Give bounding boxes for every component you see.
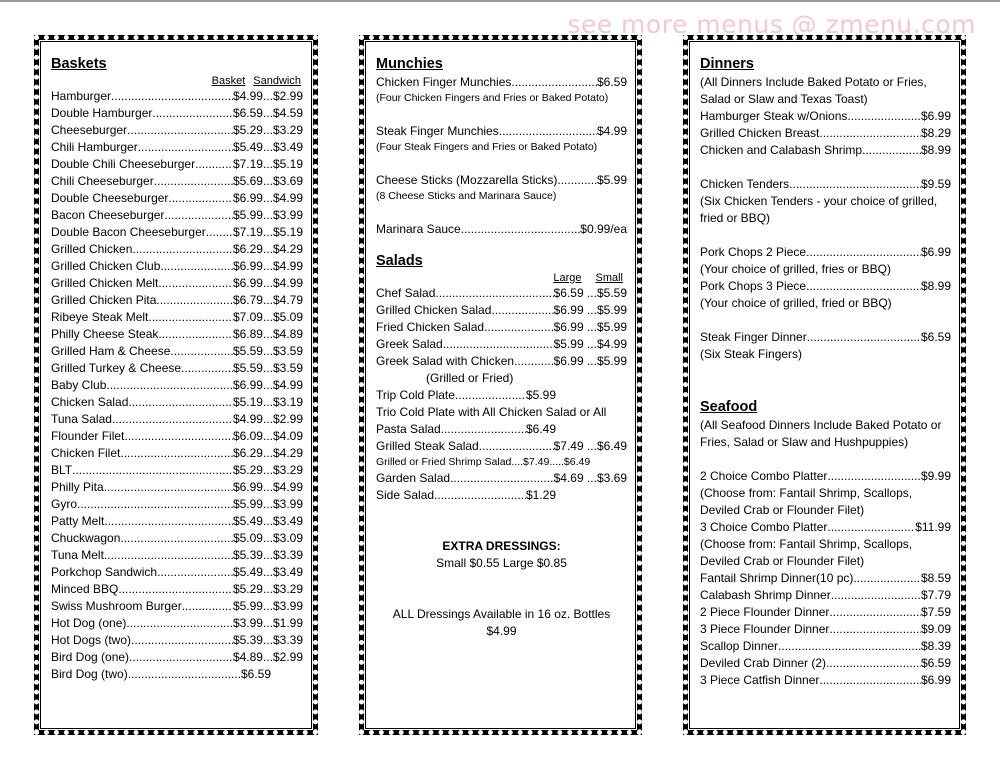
item-note: fried or BBQ) — [700, 211, 771, 225]
item-price: $5.49... — [232, 565, 273, 579]
list-item — [51, 207, 303, 224]
item-name: Hot Dog (one) — [51, 616, 127, 630]
item-price: $9.09 — [920, 622, 951, 636]
item-price: $5.59... — [232, 361, 273, 375]
item-note: Deviled Crab or Flounder Filet) — [700, 503, 865, 517]
list-item — [51, 241, 303, 258]
item-name: Steak Finger Munchies — [376, 124, 499, 138]
item-name: Hamburger — [51, 89, 112, 103]
list-item — [376, 438, 627, 455]
item-price: $6.59... — [232, 106, 273, 120]
list-item — [700, 587, 951, 604]
item-price: $6.59 — [240, 667, 271, 681]
item-price: $8.39 — [920, 639, 951, 653]
item-name: Grilled Steak Salad — [376, 439, 479, 453]
item-price: $6.99 ... — [553, 354, 597, 368]
list-item — [51, 258, 303, 275]
item-name: Grilled Chicken Salad — [376, 303, 492, 317]
item-price: $5.49... — [232, 514, 273, 528]
item-name: Chicken Salad — [51, 395, 129, 409]
item-name: Baby Club — [51, 378, 107, 392]
item-name: 3 Piece Catfish Dinner — [700, 673, 820, 687]
item-price-secondary: $3.69 — [596, 471, 627, 485]
item-price-secondary: $4.99 — [272, 259, 303, 273]
list-item — [376, 74, 627, 91]
item-price: $5.49... — [232, 140, 273, 154]
item-price-secondary: $5.99 — [596, 303, 627, 317]
list-item — [700, 142, 951, 159]
item-name: Double Chili Cheeseburger — [51, 157, 196, 171]
item-name: Bird Dog (two) — [51, 667, 128, 681]
list-item — [51, 632, 303, 649]
salads-title: Salads — [376, 253, 423, 269]
item-price-secondary: $4.99 — [272, 378, 303, 392]
list-item — [51, 547, 303, 564]
item-note: (Four Steak Fingers and Fries or Baked Potato) — [376, 141, 598, 153]
list-item — [376, 172, 627, 189]
item-name: Grilled Chicken — [51, 242, 133, 256]
item-name: Greek Salad — [376, 337, 443, 351]
list-item: Trip Cold Plate ..... $5.99 — [376, 387, 627, 404]
item-price: $8.59 — [920, 571, 951, 585]
list-item: Steak Finger Dinner ..... $6.59 — [700, 329, 951, 346]
item-name: Minced BBQ — [51, 582, 119, 596]
item-price: $7.19... — [232, 225, 273, 239]
list-item — [51, 122, 303, 139]
list-item: Pork Chops 3 Piece ..... $8.99 — [700, 278, 951, 295]
item-name: Philly Cheese Steak — [51, 327, 159, 341]
item-price: $6.99 — [920, 109, 951, 123]
item-price-secondary: $4.99 — [272, 191, 303, 205]
top-divider — [0, 0, 1000, 2]
item-note: (Choose from: Fantail Shrimp, Scallops, — [700, 537, 913, 551]
item-price: $4.99... — [232, 412, 273, 426]
item-name: Chicken Filet — [51, 446, 121, 460]
baskets-title: Baskets — [51, 56, 107, 72]
seafood-title: Seafood — [700, 399, 758, 415]
item-price-secondary: $4.99 — [272, 480, 303, 494]
list-item — [51, 275, 303, 292]
item-price: $5.29... — [232, 463, 273, 477]
list-item — [376, 421, 627, 438]
item-price-secondary: $2.99 — [272, 650, 303, 664]
item-price-secondary — [556, 487, 627, 504]
item-price: $6.59 — [596, 75, 627, 89]
item-name: 2 Piece Flounder Dinner — [700, 605, 830, 619]
item-name: Hamburger Steak w/Onions — [700, 109, 848, 123]
item-price: $6.59 ... — [553, 286, 597, 300]
list-item — [51, 88, 303, 105]
item-name: Scallop Dinner — [700, 639, 779, 653]
munchies-list — [376, 74, 627, 238]
list-item — [51, 105, 303, 122]
watermark: see more menus @ zmenu.com — [567, 10, 976, 39]
item-price-secondary: $3.99 — [272, 599, 303, 613]
item-price: $4.99 — [596, 124, 627, 138]
item-name: Hot Dogs (two) — [51, 633, 132, 647]
item-name: Gyro — [51, 497, 78, 511]
list-item — [700, 621, 951, 638]
item-price-secondary: $4.09 — [272, 429, 303, 443]
item-name: Double Cheeseburger — [51, 191, 169, 205]
item-price: $5.99... — [232, 208, 273, 222]
item-price: $5.09... — [232, 531, 273, 545]
item-price: $6.59 — [920, 656, 951, 670]
item-note: (Six Steak Fingers) — [700, 347, 803, 361]
item-price: $4.69 ... — [553, 471, 597, 485]
item-name: Fried Chicken Salad — [376, 320, 485, 334]
list-item — [51, 428, 303, 445]
item-name: Flounder Filet — [51, 429, 125, 443]
list-item: 3 Choice Combo Platter ..... $11.99 — [700, 519, 951, 536]
list-item — [51, 530, 303, 547]
salads-list — [376, 421, 627, 455]
item-price-secondary — [271, 666, 303, 683]
item-name: Chicken and Calabash Shrimp — [700, 143, 863, 157]
extra-dressings-prices: Small $0.55 Large $0.85 — [436, 556, 567, 570]
item-price: $4.99... — [232, 89, 273, 103]
item-price-secondary: $3.99 — [272, 497, 303, 511]
item-name: Calabash Shrimp Dinner — [700, 588, 831, 602]
basket-column-header: Basket — [211, 75, 246, 87]
baskets-panel — [34, 35, 318, 735]
salads-column-headers — [376, 271, 627, 285]
dinners-list — [700, 108, 951, 159]
large-column-header: Large — [553, 272, 582, 284]
item-name: Grilled Chicken Melt — [51, 276, 159, 290]
list-item — [51, 292, 303, 309]
list-item — [51, 190, 303, 207]
item-price-secondary: $3.29 — [272, 582, 303, 596]
item-price: $5.19... — [232, 395, 273, 409]
item-price: $8.99 — [920, 143, 951, 157]
item-price-secondary — [556, 421, 627, 438]
item-price: $5.29... — [232, 123, 273, 137]
item-note: (Your choice of grilled, fries or BBQ) — [700, 262, 891, 276]
item-name: Chili Hamburger — [51, 140, 138, 154]
item-price: $5.99 ... — [553, 337, 597, 351]
item-note: (Six Chicken Tenders - your choice of grilled, — [700, 194, 938, 208]
item-price: $7.49 ... — [553, 439, 597, 453]
item-price: $1.29 — [525, 488, 556, 502]
extra-dressings-title: EXTRA DRESSINGS: — [442, 539, 561, 553]
item-price-secondary: $3.39 — [272, 633, 303, 647]
item-price-secondary: $3.29 — [272, 463, 303, 477]
dinners-intro: (All Dinners Include Baked Potato or Fries, — [700, 75, 927, 89]
item-price-secondary: $4.99 — [596, 337, 627, 351]
list-item — [700, 655, 951, 672]
item-name: Double Bacon Cheeseburger — [51, 225, 206, 239]
list-item — [700, 638, 951, 655]
item-note: (Choose from: Fantail Shrimp, Scallops, — [700, 486, 913, 500]
list-item — [376, 353, 627, 370]
list-item — [700, 125, 951, 142]
item-name: Deviled Crab Dinner (2) — [700, 656, 827, 670]
item-name: Swiss Mushroom Burger — [51, 599, 182, 613]
list-item — [51, 139, 303, 156]
item-price-secondary: $3.59 — [272, 361, 303, 375]
sandwich-column-header: Sandwich — [253, 75, 301, 87]
item-price: $5.99 — [596, 173, 627, 187]
item-note: (Four Chicken Fingers and Fries or Baked Potato) — [376, 92, 609, 104]
item-price: $6.99... — [232, 378, 273, 392]
list-item — [700, 672, 951, 689]
baskets-list — [51, 88, 303, 683]
item-price-secondary: $5.99 — [596, 354, 627, 368]
list-item — [51, 581, 303, 598]
item-price: $7.79 — [920, 588, 951, 602]
list-item — [51, 156, 303, 173]
item-price: $5.59... — [232, 344, 273, 358]
list-item: Chicken Tenders ..... $9.59 — [700, 176, 951, 193]
trio-cold-plate-line: Trio Cold Plate with All Chicken Salad or All — [376, 405, 607, 419]
item-note: Deviled Crab or Flounder Filet) — [700, 554, 865, 568]
list-item — [51, 615, 303, 632]
item-price: $8.29 — [920, 126, 951, 140]
item-price-secondary: $3.49 — [272, 514, 303, 528]
item-price-secondary: $3.09 — [272, 531, 303, 545]
munchies-title: Munchies — [376, 56, 443, 72]
list-item — [376, 487, 627, 504]
item-price-secondary: $1.99 — [272, 616, 303, 630]
item-name: Porkchop Sandwich — [51, 565, 158, 579]
list-item — [51, 649, 303, 666]
dinners-intro: Salad or Slaw and Texas Toast) — [700, 92, 868, 106]
salads-list — [376, 285, 627, 370]
list-item — [51, 309, 303, 326]
item-price-secondary: $2.99 — [272, 89, 303, 103]
item-price-secondary: $4.79 — [272, 293, 303, 307]
item-price: $6.09... — [232, 429, 273, 443]
item-price: $7.59 — [920, 605, 951, 619]
list-item: 2 Choice Combo Platter ..... $9.99 — [700, 468, 951, 485]
list-item — [51, 394, 303, 411]
item-price-secondary: $4.99 — [272, 276, 303, 290]
item-price: $5.39... — [232, 548, 273, 562]
item-name: Cheese Sticks (Mozzarella Sticks) — [376, 173, 558, 187]
seafood-intro: (All Seafood Dinners Include Baked Potato or — [700, 418, 942, 432]
item-name: Philly Pita — [51, 480, 104, 494]
item-name: Grilled Chicken Club — [51, 259, 161, 273]
list-item — [51, 496, 303, 513]
item-name: Tuna Melt — [51, 548, 104, 562]
dinners-seafood-panel — [683, 35, 966, 735]
item-name: Grilled Turkey & Cheese — [51, 361, 182, 375]
item-name: Cheeseburger — [51, 123, 128, 137]
item-name: Patty Melt — [51, 514, 105, 528]
item-price: $6.99... — [232, 480, 273, 494]
item-name: Marinara Sauce — [376, 222, 461, 236]
baskets-column-headers — [51, 74, 303, 88]
item-price: $6.29... — [232, 242, 273, 256]
item-name: Fantail Shrimp Dinner(10 pc) — [700, 571, 854, 585]
item-price: $5.39... — [232, 633, 273, 647]
item-price: $5.29... — [232, 582, 273, 596]
item-name: Chef Salad — [376, 286, 436, 300]
item-price: $6.99 — [920, 673, 951, 687]
list-item — [51, 513, 303, 530]
list-item — [51, 360, 303, 377]
list-item — [700, 604, 951, 621]
list-item — [700, 108, 951, 125]
list-item — [376, 285, 627, 302]
item-price-secondary: $5.99 — [596, 320, 627, 334]
item-price-secondary: $3.49 — [272, 565, 303, 579]
list-item — [51, 666, 303, 683]
item-name: Double Hamburger — [51, 106, 153, 120]
item-name: Chicken Finger Munchies — [376, 75, 512, 89]
item-name: Grilled Chicken Pita — [51, 293, 157, 307]
item-name: Greek Salad with Chicken — [376, 354, 515, 368]
item-price: $6.49 — [525, 422, 556, 436]
bottles-price: $4.99 — [486, 624, 517, 638]
list-item — [51, 224, 303, 241]
list-item — [51, 411, 303, 428]
list-item — [700, 570, 951, 587]
list-item — [51, 462, 303, 479]
dinners-title: Dinners — [700, 56, 754, 72]
item-name: Pasta Salad — [376, 422, 441, 436]
item-price: $7.09... — [232, 310, 273, 324]
item-price: $6.99... — [232, 191, 273, 205]
item-price: $0.99/ea — [580, 222, 627, 236]
item-price-secondary: $3.29 — [272, 123, 303, 137]
item-price-secondary: $3.39 — [272, 548, 303, 562]
item-price-secondary: $3.99 — [272, 208, 303, 222]
munchies-salads-panel — [359, 35, 642, 735]
item-name: BLT — [51, 463, 73, 477]
item-name: Chuckwagon — [51, 531, 121, 545]
item-price: $6.99 ... — [553, 320, 597, 334]
item-price-secondary: $4.89 — [272, 327, 303, 341]
item-name: Grilled Chicken Breast — [700, 126, 820, 140]
seafood-intro: Fries, Salad or Slaw and Hushpuppies) — [700, 435, 909, 449]
item-note: (8 Cheese Sticks and Marinara Sauce) — [376, 190, 557, 202]
item-price-secondary: $2.99 — [272, 412, 303, 426]
list-item — [51, 343, 303, 360]
list-item — [51, 377, 303, 394]
list-item — [51, 445, 303, 462]
bottles-line: ALL Dressings Available in 16 oz. Bottles — [392, 607, 611, 621]
item-price: $6.99... — [232, 259, 273, 273]
list-item — [51, 326, 303, 343]
list-item — [376, 221, 627, 238]
item-name: Tuna Salad — [51, 412, 112, 426]
item-price-secondary: $5.59 — [596, 286, 627, 300]
item-name: Chili Cheeseburger — [51, 174, 154, 188]
seafood-list — [700, 570, 951, 689]
item-price-secondary: $5.19 — [272, 225, 303, 239]
list-item — [376, 336, 627, 353]
item-price-secondary: $5.09 — [272, 310, 303, 324]
item-price-secondary: $4.59 — [272, 106, 303, 120]
item-price: $6.99... — [232, 276, 273, 290]
item-price: $7.19... — [232, 157, 273, 171]
item-price: $6.29... — [232, 446, 273, 460]
item-name: 3 Piece Flounder Dinner — [700, 622, 830, 636]
item-price-secondary: $4.29 — [272, 446, 303, 460]
item-price: $6.89... — [232, 327, 273, 341]
item-name: Side Salad — [376, 488, 435, 502]
item-name: Ribeye Steak Melt — [51, 310, 149, 324]
item-price: $5.99... — [232, 497, 273, 511]
shrimp-salad-line: Grilled or Fried Shrimp Salad....$7.49.....$6.49 — [376, 456, 591, 468]
item-note: (Your choice of grilled, fried or BBQ) — [700, 296, 892, 310]
greek-salad-note: (Grilled or Fried) — [426, 371, 514, 385]
item-price-secondary: $3.49 — [272, 140, 303, 154]
list-item — [51, 598, 303, 615]
list-item — [51, 564, 303, 581]
list-item — [51, 479, 303, 496]
item-price-secondary: $3.69 — [272, 174, 303, 188]
item-price: $4.89... — [232, 650, 273, 664]
item-price-secondary: $3.59 — [272, 344, 303, 358]
item-name: Bird Dog (one) — [51, 650, 130, 664]
small-column-header: Small — [595, 272, 623, 284]
item-price-secondary: $3.19 — [272, 395, 303, 409]
item-name: Bacon Cheeseburger — [51, 208, 165, 222]
item-name: Garden Salad — [376, 471, 451, 485]
item-name: Grilled Ham & Cheese — [51, 344, 171, 358]
item-price-secondary: $5.19 — [272, 157, 303, 171]
list-item — [376, 470, 627, 487]
list-item — [376, 319, 627, 336]
item-price: $6.99 ... — [553, 303, 597, 317]
salads-list — [376, 470, 627, 504]
list-item: Pork Chops 2 Piece ..... $6.99 — [700, 244, 951, 261]
item-price-secondary: $4.29 — [272, 242, 303, 256]
list-item — [376, 123, 627, 140]
item-price: $3.99... — [232, 616, 273, 630]
item-price: $5.99... — [232, 599, 273, 613]
list-item — [51, 173, 303, 190]
item-price-secondary: $6.49 — [596, 439, 627, 453]
item-price: $6.79... — [232, 293, 273, 307]
list-item — [376, 302, 627, 319]
item-price: $5.69... — [232, 174, 273, 188]
